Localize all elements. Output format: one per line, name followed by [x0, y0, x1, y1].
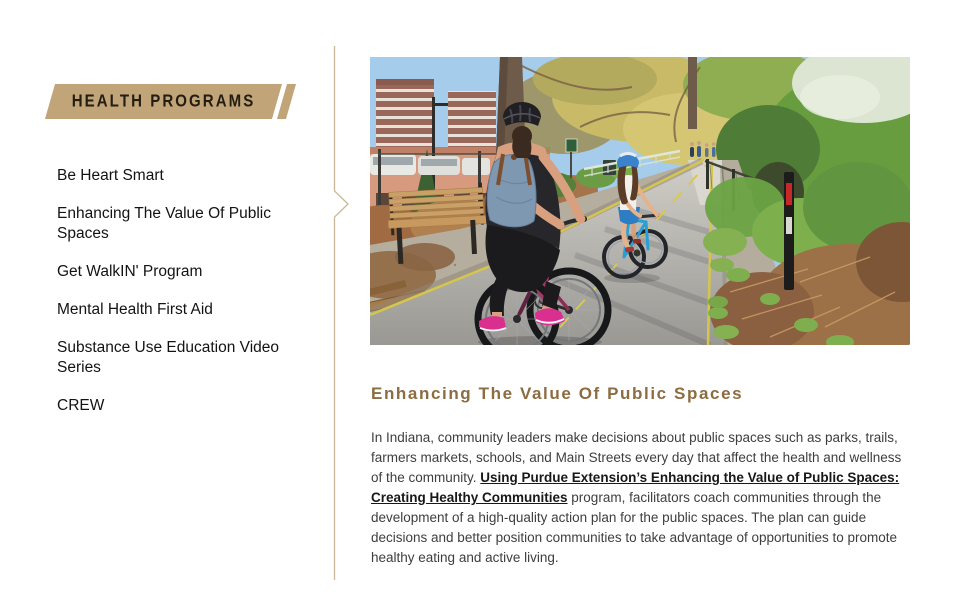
sidebar-divider	[330, 44, 354, 584]
badge-shape	[45, 84, 282, 119]
sidebar-item[interactable]: Mental Health First Aid	[57, 301, 213, 318]
badge-label: HEALTH PROGRAMS	[71, 91, 256, 111]
page-title: Enhancing The Value Of Public Spaces	[371, 384, 744, 403]
sidebar-item[interactable]: Substance Use Education Video Series	[57, 339, 280, 376]
trail-photo-illustration	[370, 57, 910, 345]
program-menu	[57, 166, 315, 416]
divider-line-and-active-chevron	[335, 46, 349, 580]
paragraph-text-after: program, facilitators coach communities through the development of a high-quality action plan for the public spaces. The plan can guide decisions and better position communities to take advantage of opportunities to promote healthy eating and active living.	[371, 490, 898, 565]
section-header-badge	[50, 84, 291, 119]
sidebar-item[interactable]: Be Heart Smart	[57, 167, 164, 184]
sidebar-item[interactable]: CREW	[57, 397, 105, 414]
program-link[interactable]: Using Purdue Extension’s Enhancing the Value of Public Spaces: Creating Healthy Communities	[371, 470, 900, 505]
intro-paragraph	[371, 428, 911, 568]
sidebar-item[interactable]: Enhancing The Value Of Public Spaces	[57, 205, 271, 242]
trail-marker-post	[784, 172, 794, 290]
sidebar-item[interactable]: Get WalkIN' Program	[57, 263, 203, 280]
paragraph-text-before: In Indiana, community leaders make decisions about public spaces such as parks, trails, farmers markets, schools, and Main Streets every day that affect the health and wellness of the community.	[371, 430, 902, 485]
trail-photo	[370, 57, 910, 345]
